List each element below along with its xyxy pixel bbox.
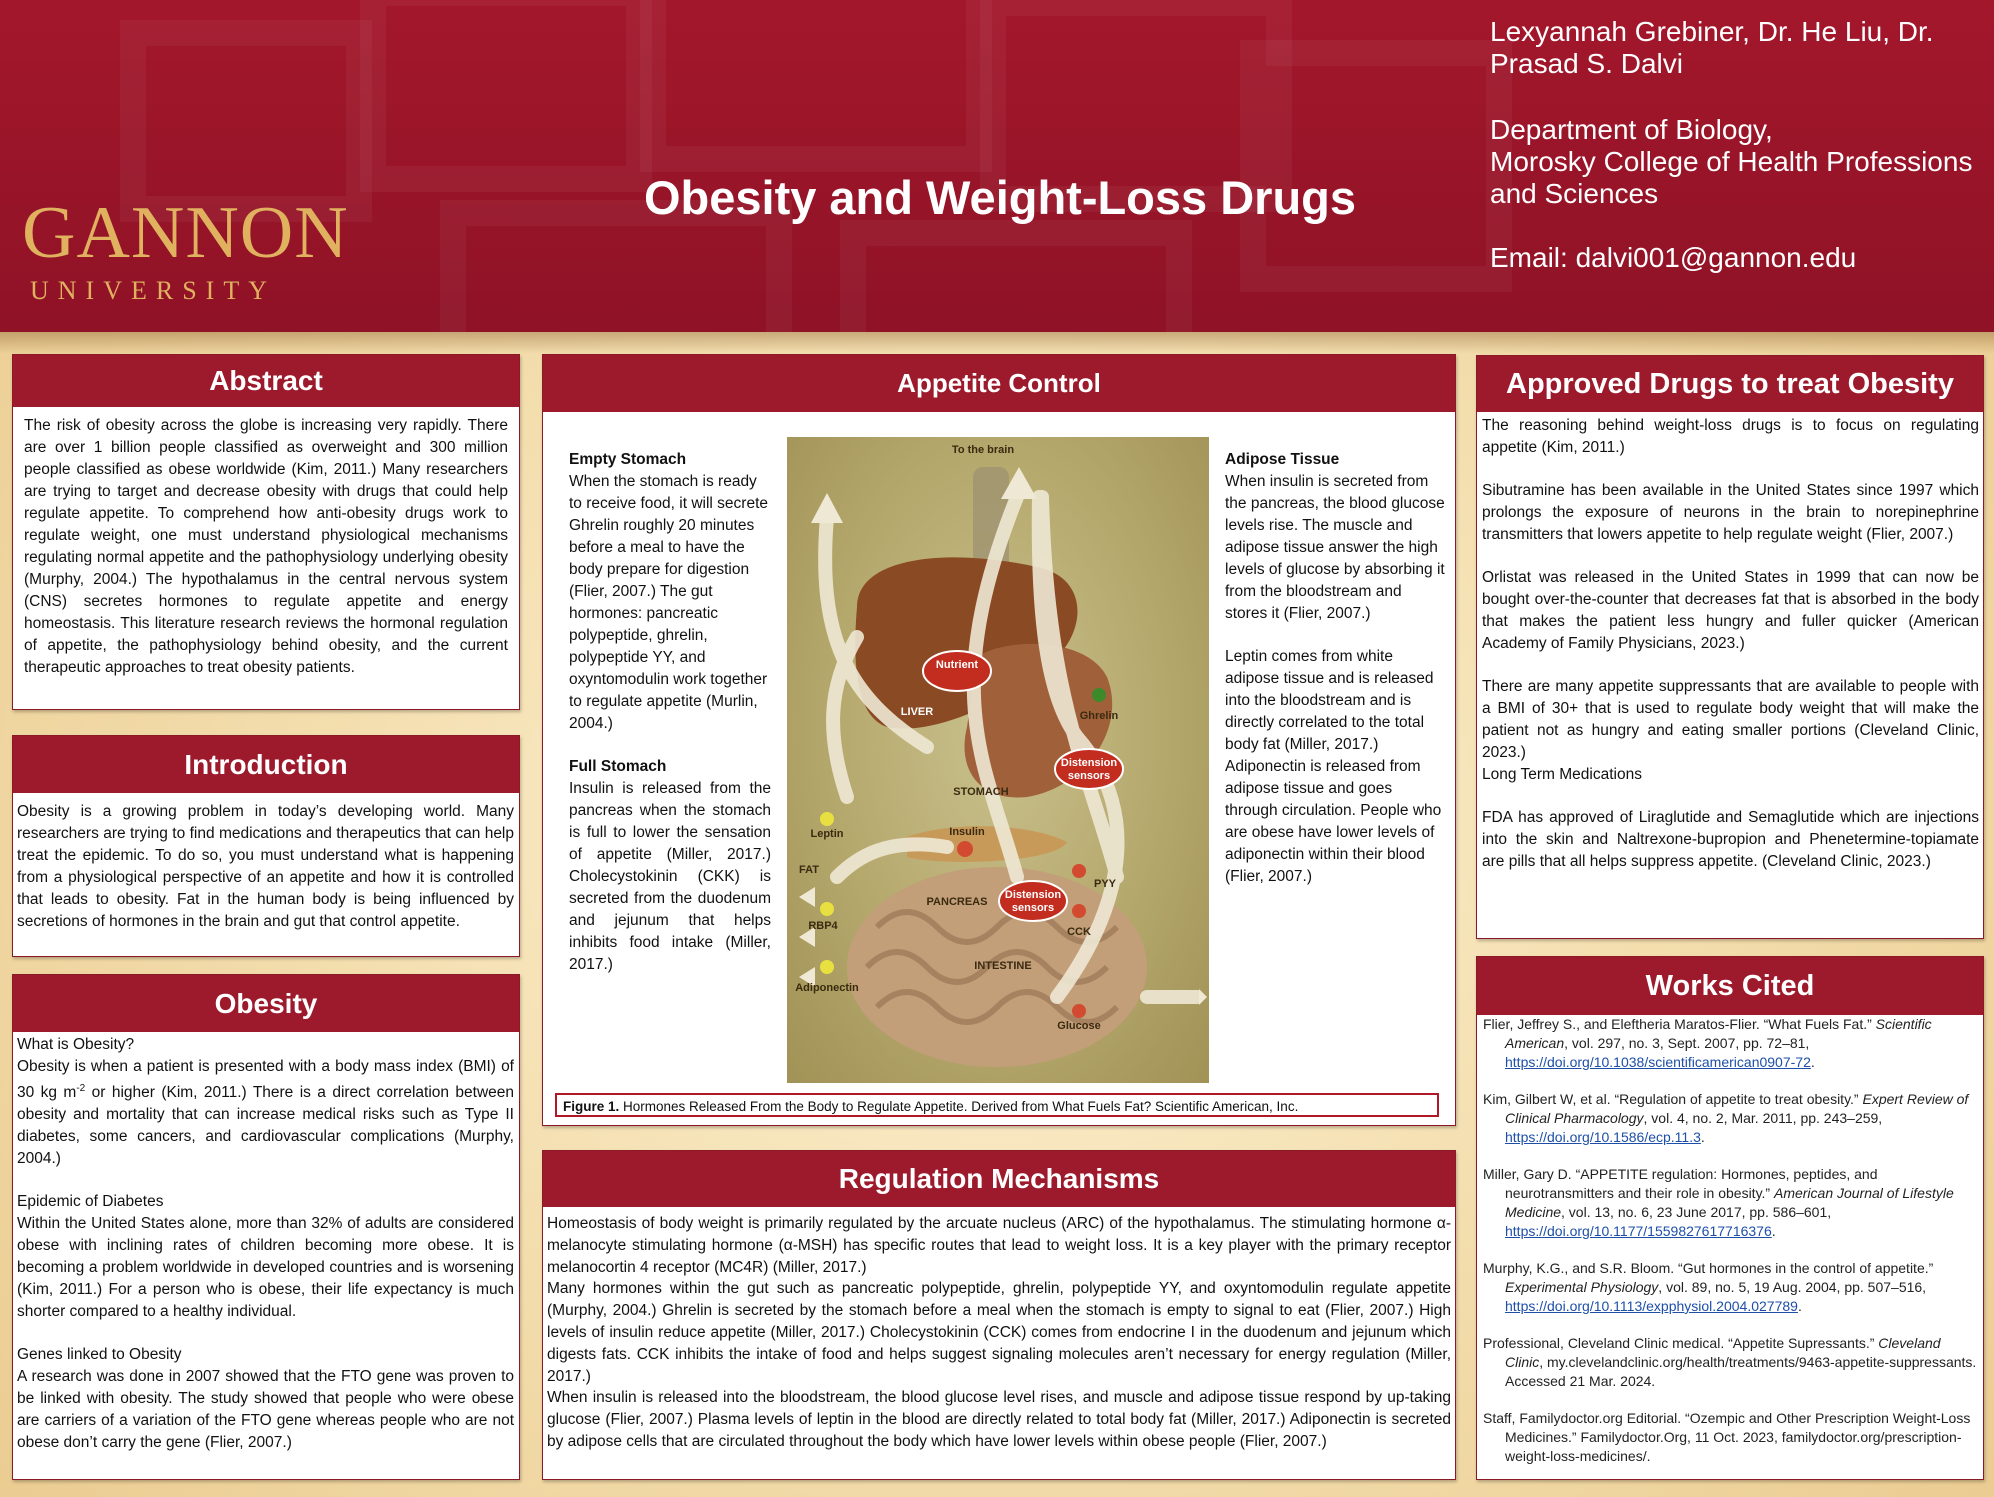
label-stomach: STOMACH — [953, 786, 1009, 798]
reference-link[interactable]: https://doi.org/10.1586/ecp.11.3 — [1505, 1129, 1701, 1145]
regulation-panel — [542, 1150, 1456, 1480]
paragraph: the pancreas, the blood glucose levels rise. The muscle and adipose tissue answer the high levels of glucose by absorbing it from the bloodstream and stores it (Flier, 2007.) — [1225, 495, 1445, 622]
paragraph: There are many appetite suppressants that are available to people with a BMI of 30+ that is used to regulate body weight that will make the patient not as hungry and eating smaller portions (Cleveland Clinic, 2023.) — [1482, 678, 1979, 761]
regulation-body — [543, 1207, 1455, 1453]
subheading: Genes linked to Obesity — [17, 1346, 182, 1364]
label-glucose: Glucose — [1057, 1020, 1101, 1032]
glucose-dot — [1072, 1004, 1086, 1018]
subheading: Epidemic of Diabetes — [17, 1193, 164, 1211]
banner-pattern — [840, 220, 1192, 332]
department-line: and Sciences — [1490, 178, 1659, 209]
label-rbp4: RBP4 — [808, 920, 838, 932]
paragraph: When the stomach is ready to receive food, it will secrete Ghrelin roughly 20 minutes before a meal to have the body prepare for digestion (Flier, 2007.) The gut hormones: pancreatic polypeptide, ghrelin, polypeptide YY, and oxyntomodulin work together to regulate appetite (Murlin, 2004.) — [569, 473, 769, 732]
banner-pattern — [640, 0, 992, 172]
leptin-dot — [820, 812, 834, 826]
paragraph: A research was done in 2007 showed that the FTO gene was proven to be linked with obesity. The study showed that people who were obese are carriers of a variation of the FTO gene whereas people who are not obese don’t carry the gene (Flier, 2007.) — [17, 1368, 514, 1452]
appetite-control-heading: Appetite Control — [543, 355, 1455, 412]
arrow-head — [1199, 989, 1207, 1005]
label-nutrient: Nutrient — [935, 659, 979, 671]
label-pancreas: PANCREAS — [926, 896, 988, 908]
arrow-head — [811, 493, 843, 523]
contact-email: Email: dalvi001@gannon.edu — [1490, 242, 1857, 273]
paragraph — [17, 1056, 514, 1170]
label-leptin: Leptin — [810, 828, 844, 840]
department-line: Department of Biology, — [1490, 114, 1773, 145]
subheading: Adipose Tissue — [1225, 451, 1340, 468]
header-shadow — [0, 332, 1994, 354]
reference-item: Staff, Familydoctor.org Editorial. “Ozempic and Other Prescription Weight-Loss Medicines.” Familydoctor.Org, 11 Oct. 2023, familydoctor.org/prescription-weight-loss-medicines/. — [1483, 1410, 1971, 1464]
appetite-control-panel — [542, 354, 1456, 1126]
reference-item: Murphy, K.G., and S.R. Bloom. “Gut hormones in the control of appetite.” Experimental Physiology, vol. 89, no. 5, 19 Aug. 2004, pp. 507–516, https://doi.org/10.1113/expphysiol.2004.027789. — [1483, 1260, 1934, 1314]
caption-text: Hormones Released From the Body to Regulate Appetite. Derived from What Fuels Fat? Scientific American, Inc. — [619, 1099, 1299, 1114]
cck-dot — [1072, 904, 1086, 918]
abstract-heading: Abstract — [13, 355, 519, 407]
label-intestine: INTESTINE — [974, 960, 1032, 972]
nutrient-receptors-badge — [923, 651, 991, 691]
reference-item: Miller, Gary D. “APPETITE regulation: Hormones, peptides, and neurotransmitters and their role in obesity.” American Journal of Lifestyle Medicine, vol. 13, no. 6, 23 June 2017, pp. 586–601, https://doi.org/10.1177/1559827617716376. — [1483, 1166, 1954, 1239]
rbp4-dot — [820, 902, 834, 916]
obesity-heading: Obesity — [13, 975, 519, 1032]
introduction-heading: Introduction — [13, 736, 519, 793]
reference-link[interactable]: https://doi.org/10.1038/scientificamerican0907-72 — [1505, 1054, 1811, 1070]
superscript: -2 — [76, 1083, 86, 1094]
label-adiponectin: Adiponectin — [795, 982, 859, 994]
banner-pattern — [1240, 40, 1512, 292]
works-cited-panel — [1476, 956, 1984, 1480]
reference-item: Kim, Gilbert W, et al. “Regulation of appetite to treat obesity.” Expert Review of Clinical Pharmacology, vol. 4, no. 2, Mar. 2011, pp. 243–259, https://doi.org/10.1586/ecp.11.3. — [1483, 1091, 1969, 1145]
header-banner — [0, 0, 1994, 332]
authors-line: Prasad S. Dalvi — [1490, 48, 1683, 79]
label-sensors: sensors — [1067, 770, 1111, 782]
banner-pattern — [360, 0, 652, 192]
paragraph: When insulin is secreted from — [1225, 473, 1429, 490]
subheading: What is Obesity? — [17, 1036, 135, 1053]
abstract-text: The risk of obesity across the globe is increasing very rapidly. There are over 1 billion people classified as overweight and 300 million people classified as obese worldwide (Kim, 2011.) Many researchers are trying to target and decrease obesity with drugs that could help regulate appetite. To comprehend how anti-obesity drugs work to regulate weight, one must understand physiological mechanisms regulating normal appetite and the pathophysiology underlying obesity (Murphy, 2004.) The hypothalamus in the central nervous system (CNS) secretes hormones to regulate appetite and energy homeostasis. This literature research reviews the hormonal regulation of appetite, the pathophysiology behind obesity, and the current therapeutic approaches to treat obesity patients. — [24, 417, 508, 676]
approved-drugs-body — [1477, 412, 1983, 873]
paragraph: Homeostasis of body weight is primarily regulated by the arcuate nucleus (ARC) of the hypothalamus. The stimulating hormone α-melanocyte stimulating hormone (α-MSH) has specific routes that lead to weight loss. It is a key player with the primary receptor melanocortin 4 receptor (MC4R) (Miller, 2017.) — [547, 1215, 1451, 1276]
label-distension: Distension — [1004, 889, 1062, 901]
obesity-panel — [12, 974, 520, 1480]
label-to-brain: To the brain — [951, 444, 1015, 456]
paragraph: FDA has approved of Liraglutide and Semaglutide which are injections into the skin and Naltrexone-bupropion and Phenetermine-topiamate are pills that all helps suppress appetite. (Cleveland Clinic, 2023.) — [1482, 809, 1979, 870]
label-cck: CCK — [1067, 926, 1091, 938]
label-liver: LIVER — [900, 706, 934, 718]
appetite-right-column — [1225, 449, 1447, 888]
label-fat: FAT — [799, 864, 819, 876]
abstract-panel — [12, 354, 520, 710]
label-sensors: sensors — [1011, 902, 1055, 914]
label-pyy: PYY — [1093, 878, 1117, 890]
distension-sensors-badge — [999, 881, 1067, 921]
paragraph: Insulin is released from the pancreas when the stomach is full to lower the sensation of appetite (Miller, 2017.) Cholecystokinin (CKK) is secreted from the duodenum and jejunum that helps inhibits food intake (Miller, 2017.) — [569, 780, 771, 973]
paragraph: Sibutramine has been available in the United States since 1997 which prolongs the exposure of neurons in the brain to norepinephrine transmitters that lowers appetite to help regulate weight (Flier, 2007.) — [1482, 482, 1979, 543]
logo-subtitle: UNIVERSITY — [30, 276, 276, 305]
reference-link[interactable]: https://doi.org/10.1113/expphysiol.2004.027789 — [1505, 1298, 1798, 1314]
paragraph: Many hormones within the gut such as pancreatic polypeptide, ghrelin, polypeptide YY, and oxyntomodulin regulate appetite (Murphy, 2004.) Ghrelin is secreted by the stomach before a meal when the stomach is empty to signal to eat (Flier, 2007.) High levels of insulin reduce appetite (Miller, 2017.) Cholecystokinin (CCK) comes from endocrine I in the duodenum and jejunum which digests fats. CCK inhibits the intake of food and helps suggest signaling molecules aren’t necessary for energy regulation (Miller, 2017.) — [547, 1280, 1451, 1385]
author-block — [1490, 16, 1980, 274]
label-insulin: Insulin — [949, 826, 985, 838]
label-distension: Distension — [1060, 757, 1118, 769]
paragraph: Long Term Medications — [1482, 766, 1642, 783]
university-logo — [22, 192, 349, 306]
department-line: Morosky College of Health Professions — [1490, 146, 1973, 177]
pyy-dot — [1072, 864, 1086, 878]
reference-item: Flier, Jeffrey S., and Eleftheria Maratos-Flier. “What Fuels Fat.” Scientific American, vol. 297, no. 3, Sept. 2007, pp. 72–81, https://doi.org/10.1038/scientificamerican0907-72. — [1483, 1016, 1932, 1070]
paragraph: The reasoning behind weight-loss drugs is to focus on regulating appetite (Kim, 2011.) — [1482, 417, 1979, 456]
insulin-dot — [957, 841, 973, 857]
appetite-left-column — [569, 449, 771, 976]
caption-label: Figure 1. — [563, 1099, 620, 1114]
figure-caption — [555, 1093, 1439, 1117]
text-run: or higher (Kim, 2011.) There is a direct correlation between obesity and mortality that can increase medical risks such as Type II diabetes, some cancers, and cardiovascular complications (Murphy, 2004.) — [17, 1084, 515, 1168]
paragraph: Orlistat was released in the United States in 1999 that can now be bought over-the-counter that decreases fat that is absorbed in the body that makes the patient less hungry and fuller quicker (American Academy of Family Physicians, 2023.) — [1482, 569, 1979, 652]
paragraph: Leptin comes from white adipose tissue and is released into the bloodstream and is directly correlated to the total body fat (Miller, 2017.) Adiponectin is released from adipose tissue and goes through circulation. People who are obese have lower levels of adiponectin within their blood (Flier, 2007.) — [1225, 648, 1442, 885]
hormone-diagram — [787, 437, 1209, 1083]
approved-drugs-panel — [1476, 355, 1984, 939]
appetite-figure — [787, 437, 1209, 1083]
regulation-heading: Regulation Mechanisms — [543, 1151, 1455, 1207]
subheading: Full Stomach — [569, 758, 667, 775]
approved-drugs-heading: Approved Drugs to treat Obesity — [1477, 356, 1983, 412]
introduction-panel — [12, 735, 520, 957]
label-ghrelin: Ghrelin — [1079, 710, 1119, 722]
distension-sensors-badge — [1055, 749, 1123, 789]
poster-title: Obesity and Weight-Loss Drugs — [643, 171, 1357, 224]
adiponectin-dot — [820, 960, 834, 974]
authors-line: Lexyannah Grebiner, Dr. He Liu, Dr. — [1490, 16, 1934, 47]
logo-wordmark: GANNON — [22, 192, 349, 274]
reference-item: Professional, Cleveland Clinic medical. “Appetite Supressants.” Cleveland Clinic, my.clevelandclinic.org/health/treatments/9463-appetite-suppressants. Accessed 21 Mar. 2024. — [1483, 1335, 1977, 1389]
text-run: Obesity is when a patient is presented with a body mass index (BMI) of 30 kg m — [17, 1058, 514, 1102]
paragraph: When insulin is released into the bloodstream, the blood glucose level rises, and muscle and adipose tissue respond by up-taking glucose (Flier, 2007.) Plasma levels of leptin in the blood are directly related to total body fat (Miller, 2017.) Adiponectin is secreted by adipose cells that are circulated throughout the body which have lower levels within obese people (Flier, 2007.) — [547, 1389, 1451, 1450]
paragraph: Within the United States alone, more than 32% of adults are considered obese with inclining rates of children becoming more obese. It is becoming a problem worldwide in developed countries and is worsening (Kim, 2011.) For a person who is obese, their life expectancy is much shorter compared to a healthy individual. — [17, 1215, 514, 1321]
obesity-body — [13, 1032, 519, 1454]
left-arrows — [799, 887, 815, 987]
reference-list — [1477, 1015, 1983, 1466]
introduction-text: Obesity is a growing problem in today’s developing world. Many researchers are trying to find medications and therapeutics that can help treat the epidemic. To do so, you must understand what is happening from a physiological perspective of an appetite and how it is controlled that leads to obesity. Fat in the human body is being influenced by secretions of hormones in the brain and gut that control appetite. — [17, 803, 514, 930]
reference-link[interactable]: https://doi.org/10.1177/1559827617716376 — [1505, 1223, 1772, 1239]
works-cited-heading: Works Cited — [1477, 957, 1983, 1015]
subheading: Empty Stomach — [569, 451, 687, 468]
ghrelin-dot — [1092, 688, 1106, 702]
